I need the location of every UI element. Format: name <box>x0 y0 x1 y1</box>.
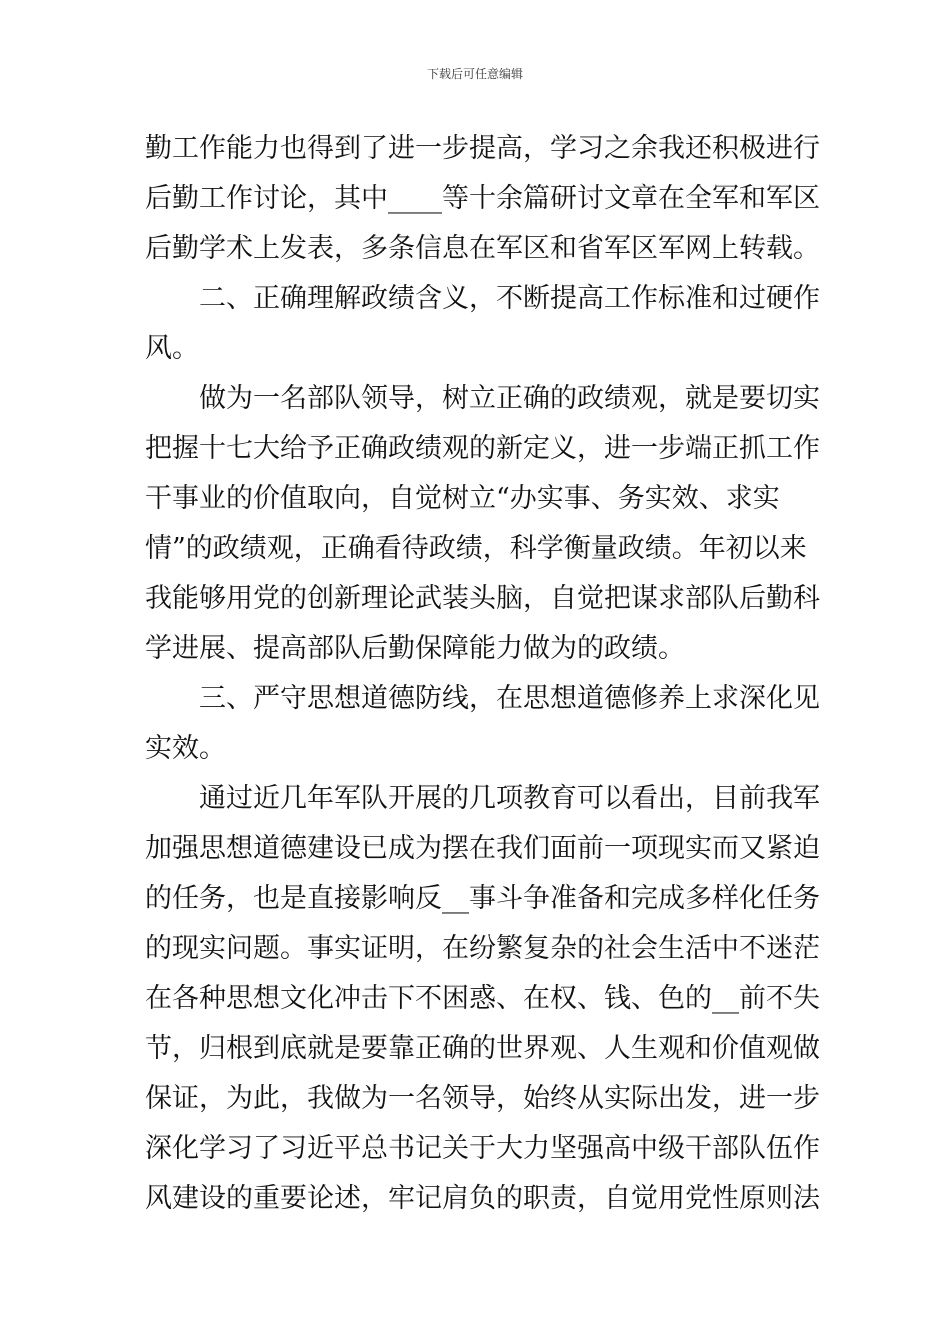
section-heading-3-cont: 实效。 <box>145 733 226 764</box>
section-heading-3: 三、严守思想道德防线，在思想道德修养上求深化见 <box>145 683 820 714</box>
text-line: 保证，为此，我做为一名领导，始终从实际出发，进一步 <box>145 1083 820 1114</box>
text-line: 后勤学术上发表，多条信息在军区和省军区军网上转载。 <box>145 233 820 264</box>
text-line: 通过近几年军队开展的几项教育可以看出，目前我军 <box>145 783 820 814</box>
text-line: 情”的政绩观，正确看待政绩，科学衡量政绩。年初以来 <box>145 533 807 564</box>
text-line: 的任务，也是直接影响反__事斗争准备和完成多样化任务 <box>145 883 820 914</box>
text-line: 在各种思想文化冲击下不困惑、在权、钱、色的__前不失 <box>145 983 820 1014</box>
text-line: 风建设的重要论述，牢记肩负的职责，自觉用党性原则法 <box>145 1183 820 1214</box>
text-line: 我能够用党的创新理论武装头脑，自觉把谋求部队后勤科 <box>145 583 820 614</box>
text-line: 学进展、提高部队后勤保障能力做为的政绩。 <box>145 633 685 664</box>
text-line: 的现实问题。事实证明，在纷繁复杂的社会生活中不迷茫 <box>145 933 820 964</box>
text-line: 干事业的价值取向，自觉树立“办实事、务实效、求实 <box>145 483 780 514</box>
text-line: 深化学习了习近平总书记关于大力坚强高中级干部队伍作 <box>145 1133 820 1164</box>
text-line: 节，归根到底就是要靠正确的世界观、人生观和价值观做 <box>145 1033 820 1064</box>
section-heading-2-cont: 风。 <box>145 333 199 364</box>
document-body <box>145 124 820 1224</box>
text-line: 做为一名部队领导，树立正确的政绩观，就是要切实 <box>145 383 820 414</box>
text-line: 后勤工作讨论，其中____等十余篇研讨文章在全军和军区 <box>145 183 820 214</box>
text-line: 勤工作能力也得到了进一步提高，学习之余我还积极进行 <box>145 133 820 164</box>
section-heading-2: 二、正确理解政绩含义，不断提高工作标准和过硬作 <box>145 283 820 314</box>
page-header: 下载后可任意编辑 <box>426 67 523 81</box>
text-line: 把握十七大给予正确政绩观的新定义，进一步端正抓工作 <box>145 433 820 464</box>
text-line: 加强思想道德建设已成为摆在我们面前一项现实而又紧迫 <box>145 833 820 864</box>
